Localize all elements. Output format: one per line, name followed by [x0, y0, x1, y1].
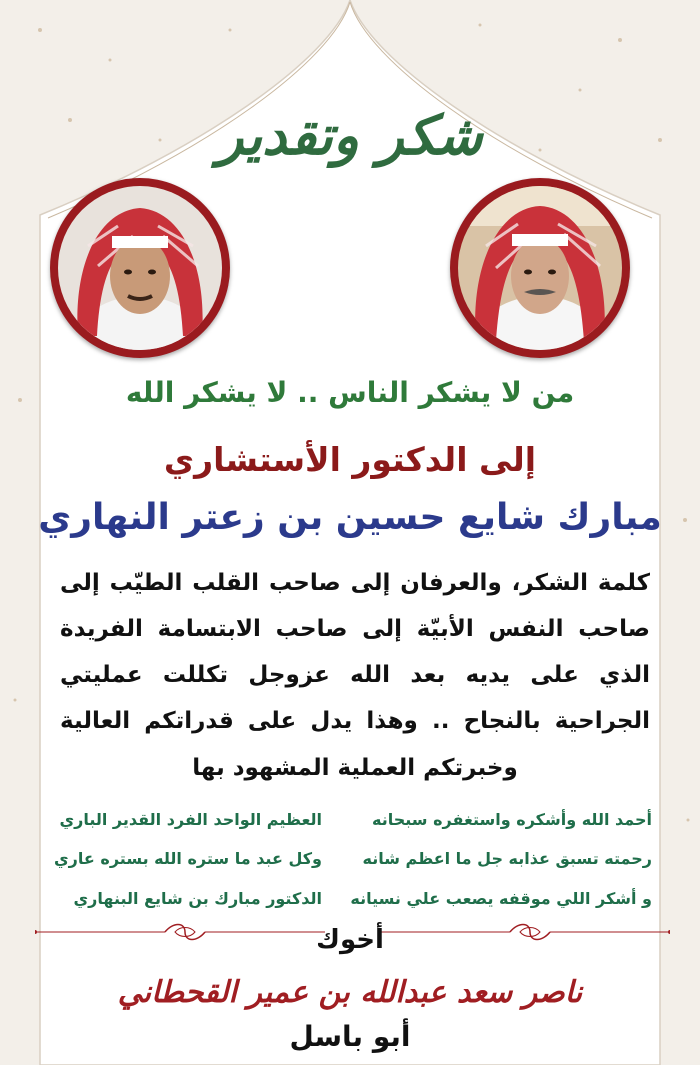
- message-line: وخبرتكم العملية المشهود بها: [192, 755, 518, 781]
- headline-calligraphy: [200, 85, 500, 185]
- message-line: صاحب النفس الأبيّة إلى صاحب الابتسامة الفريدة: [60, 616, 650, 642]
- recipient-name: مبارك شايع حسين بن زعتر النهاري: [38, 497, 662, 538]
- message-line: كلمة الشكر، والعرفان إلى صاحب القلب الطيّب إلى: [60, 570, 650, 596]
- portrait-young-man-icon: [58, 186, 222, 350]
- proverb-line: من لا يشكر الناس .. لا يشكر الله: [125, 376, 575, 409]
- poem-verse-right: أحمد الله وأشكره واستغفره سبحانه: [371, 810, 652, 829]
- signature-kunya: أبو باسل: [289, 1020, 411, 1053]
- signature-salutation: أخوك: [316, 925, 384, 955]
- portrait-photo-right: [450, 178, 630, 358]
- poem-verse-left: وكل عبد ما ستره الله بستره عاري: [54, 849, 322, 868]
- page-title: شكر وتقدير: [217, 103, 483, 167]
- poem-verse-left: العظيم الواحد الفرد القدير الباري: [59, 810, 322, 829]
- signature-name: ناصر سعد عبدالله بن عمير القحطاني: [117, 975, 583, 1010]
- portrait-older-man-icon: [458, 186, 622, 350]
- message-line: الذي على يديه بعد الله عزوجل تكللت عمليتي: [60, 662, 650, 688]
- poem-verse-right: رحمته تسبق عذابه جل ما اعظم شانه: [362, 849, 652, 868]
- poem-verse-right: و أشكر اللي موقفه يصعب علي نسيانه: [350, 889, 652, 908]
- portrait-photo-left: [50, 178, 230, 358]
- message-line: الجراحية بالنجاح .. وهذا يدل على قدراتكم العالية: [60, 708, 650, 734]
- recipient-title: إلى الدكتور الأستشاري: [163, 440, 537, 479]
- poem-verse-left: الدكتور مبارك بن شايع البنهاري: [73, 889, 322, 908]
